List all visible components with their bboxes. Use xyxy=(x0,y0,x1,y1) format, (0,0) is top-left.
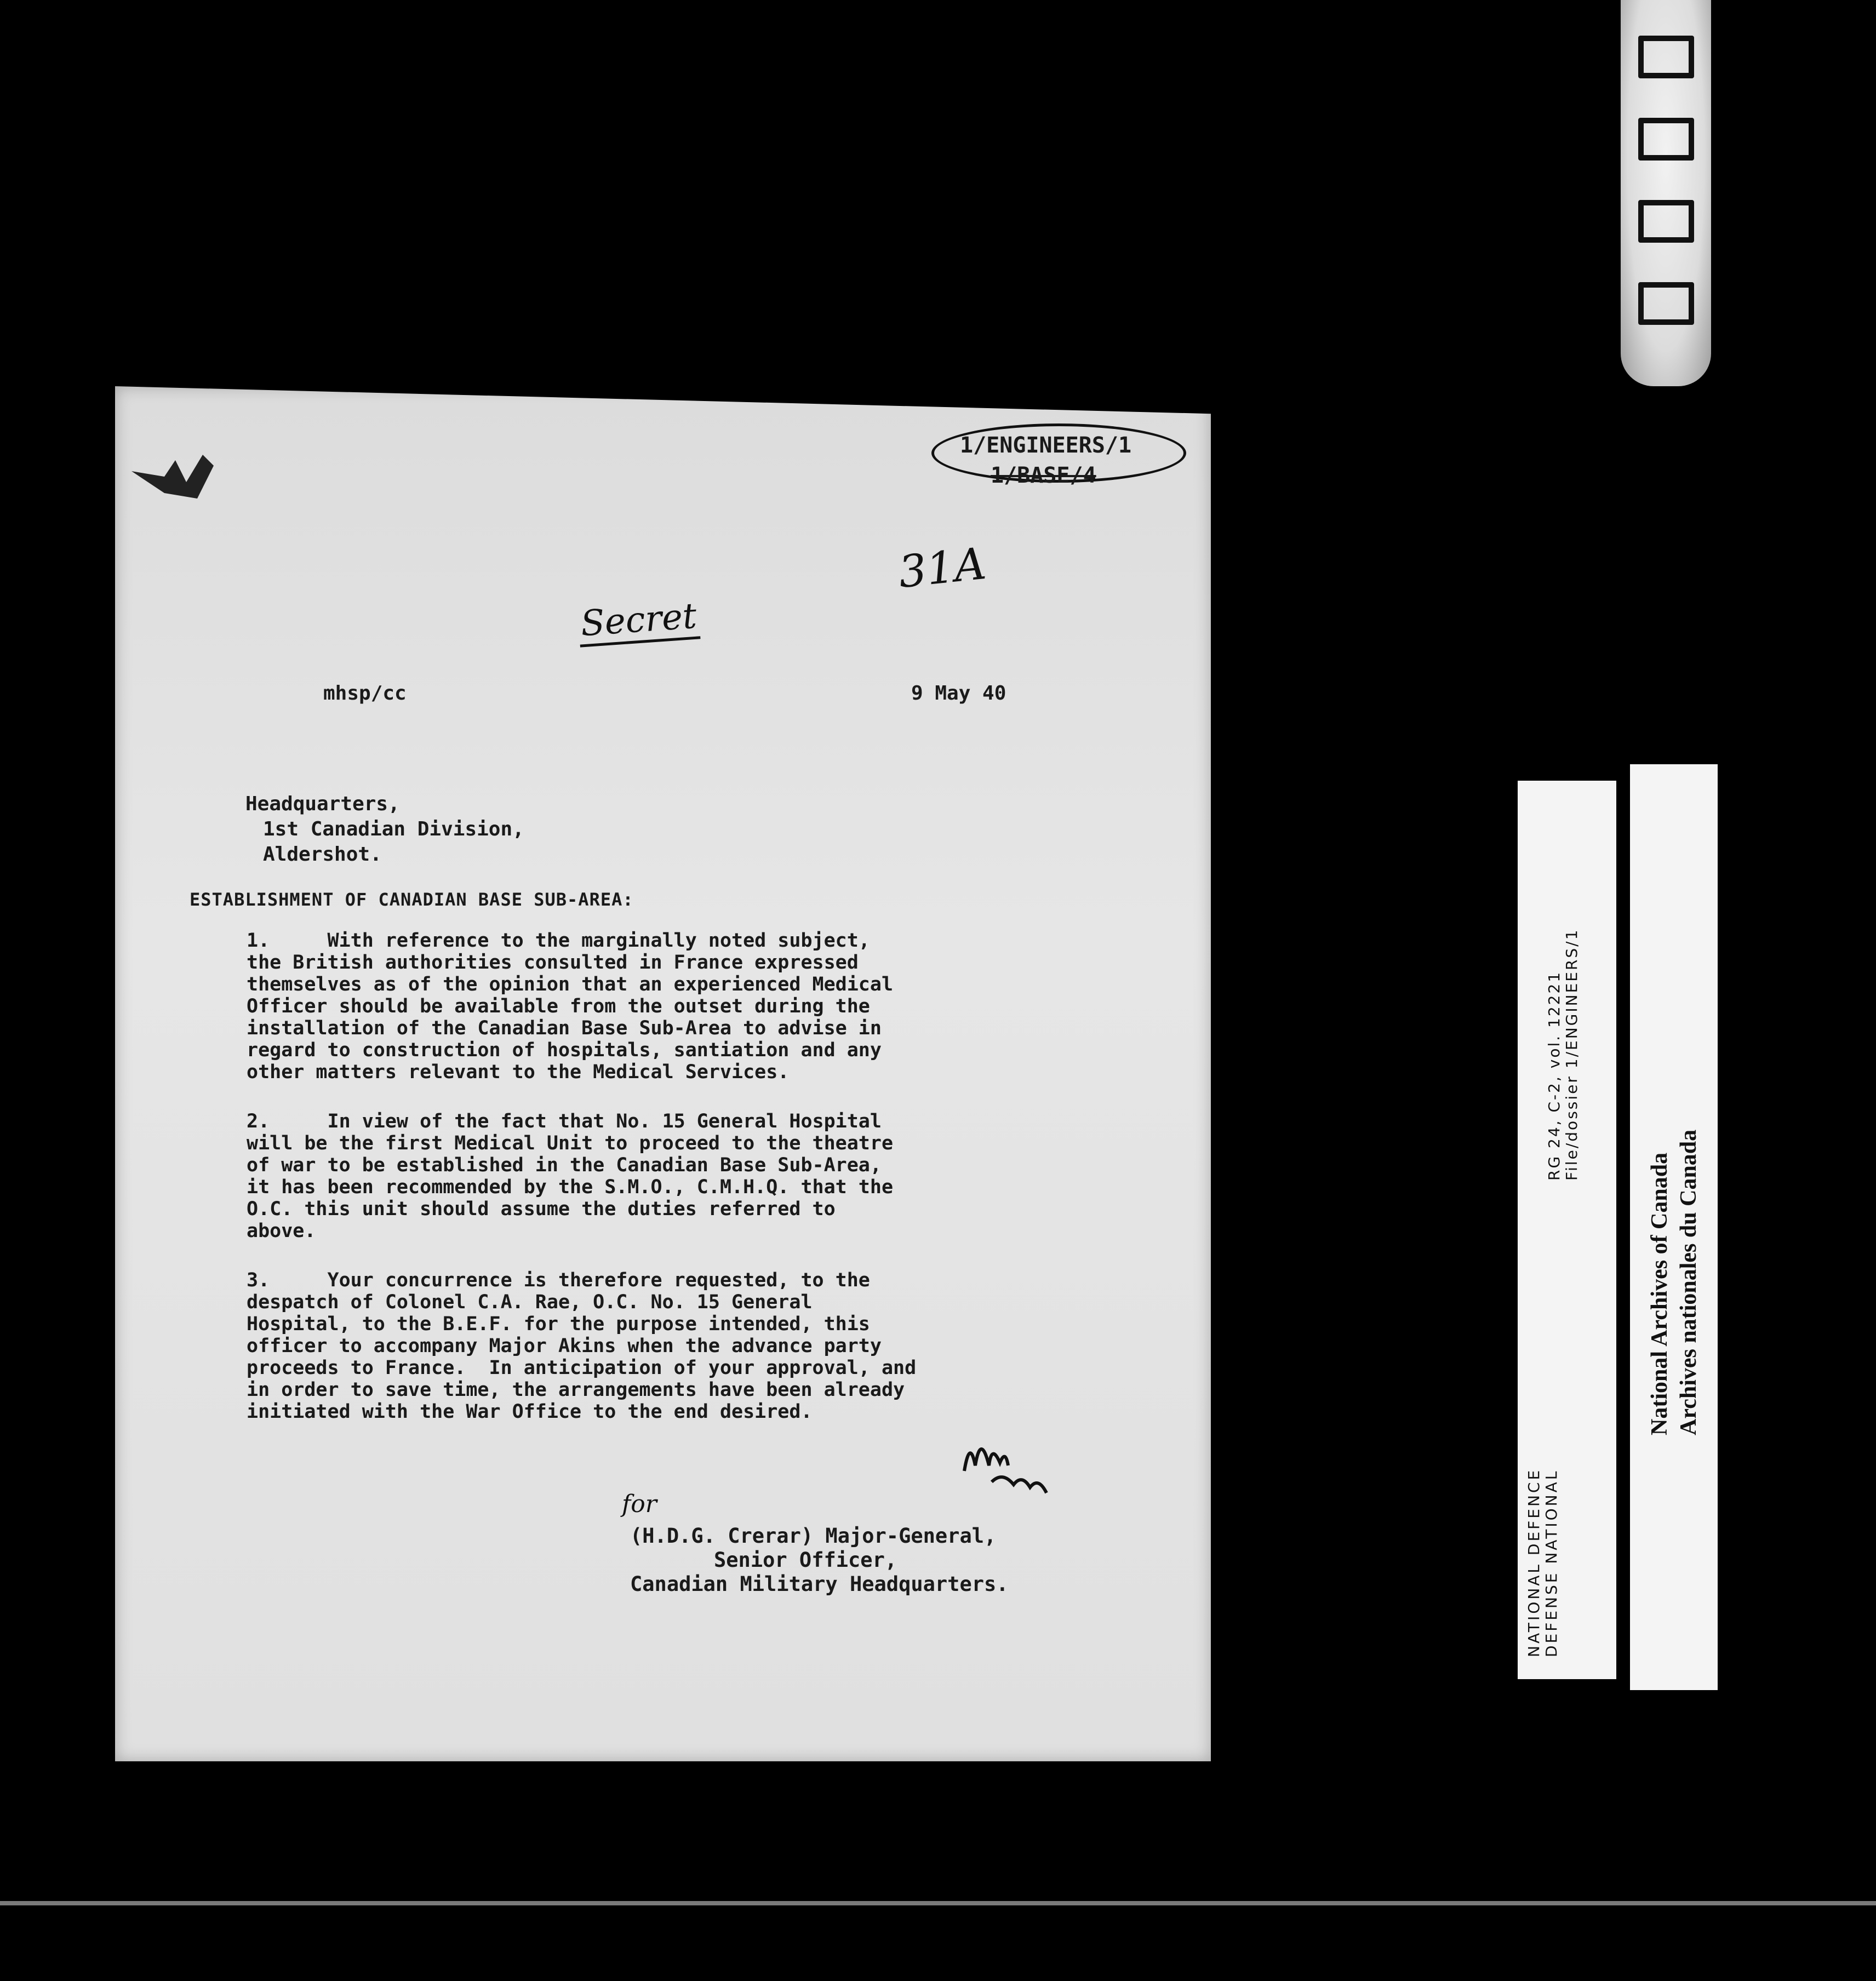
archive-file-text: File/dossier 1/ENGINEERS/1 xyxy=(1563,928,1581,1181)
handwritten-secret-marking: Secret xyxy=(577,596,701,647)
signature-line: (H.D.G. Crerar) Major-General, xyxy=(630,1524,997,1548)
film-frame-mark xyxy=(1638,282,1694,325)
department-text-fr: DEFENSE NATIONAL xyxy=(1542,1469,1560,1657)
archive-name-en: National Archives of Canada xyxy=(1647,1152,1672,1435)
subject-heading: ESTABLISHMENT OF CANADIAN BASE SUB-AREA: xyxy=(190,889,634,910)
handwritten-initials xyxy=(959,1433,1052,1504)
film-bottom-rule xyxy=(0,1901,1876,1905)
department-text-en: NATIONAL DEFENCE xyxy=(1525,1468,1543,1657)
film-frame-mark xyxy=(1638,118,1694,161)
handwritten-folio-number: 31A xyxy=(896,537,989,598)
addressee-line: 1st Canadian Division, xyxy=(263,818,524,840)
archive-name-fr: Archives nationales du Canada xyxy=(1676,1129,1701,1435)
archive-reference-text: RG 24, C-2, vol. 12221 xyxy=(1545,970,1563,1181)
paragraph-3: 3. Your concurrence is therefore requested, to the despatch of Colonel C.A. Rae, O.C. No. 15 General Hospital, to the B.E.F. for the purpose intended, this officer to accompany Major Akins when the advance party proceeds to France. In anticipation of your approval, and in order to save time, the arrangements have been already initiated with the War Office to the end desired. xyxy=(247,1269,917,1423)
addressee-line: Aldershot. xyxy=(263,843,382,866)
archive-name-label xyxy=(1630,764,1718,1690)
paragraph-2: 2. In view of the fact that No. 15 General Hospital will be the first Medical Unit to proceed to the theatre of war to be established in the Canadian Base Sub-Area, it has been recommended by the S.M.O., C.M.H.Q. that the O.C. this unit should assume the duties referred to above. xyxy=(247,1110,894,1242)
paragraph-1: 1. With reference to the marginally noted subject, the British authorities consulted in France expressed themselves as of the opinion that an experienced Medical Officer should be available from the outset during the installation of the Canadian Base Sub-Area to advise in regard to construction of hospitals, santiation and any other matters relevant to the Medical Services. xyxy=(247,930,894,1083)
signature-line: Canadian Military Headquarters. xyxy=(630,1572,1009,1596)
letter-reference: mhsp/cc xyxy=(323,682,407,705)
torn-corner-mark xyxy=(131,449,219,504)
signature-for-marking: for xyxy=(622,1490,657,1518)
film-frame-mark xyxy=(1638,200,1694,243)
file-reference-secondary: 1/BASE/4 xyxy=(991,463,1096,488)
file-reference-primary: 1/ENGINEERS/1 xyxy=(960,433,1132,458)
film-frame-mark xyxy=(1638,36,1694,78)
addressee-line: Headquarters, xyxy=(245,793,400,815)
letter-date: 9 May 40 xyxy=(911,682,1006,705)
signature-line: Senior Officer, xyxy=(714,1548,897,1572)
